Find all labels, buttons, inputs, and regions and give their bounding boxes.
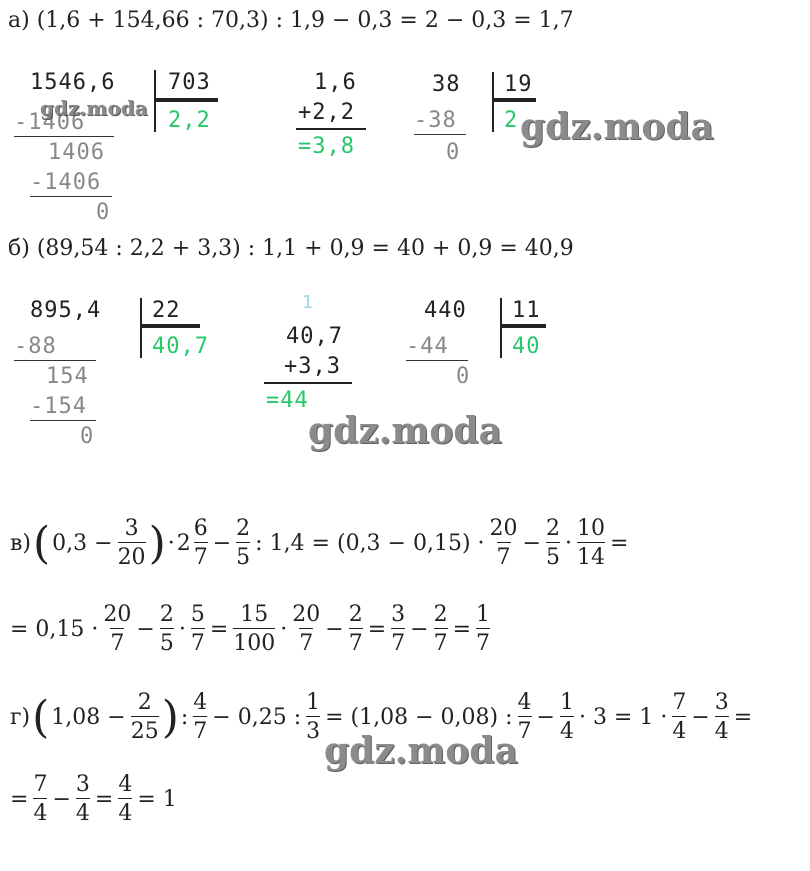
v-mixed-number: 2 $\frac{6}{7}$ bbox=[176, 516, 208, 570]
g-mid: − 0,25 : bbox=[212, 705, 302, 730]
b-div1-rem1: 154 bbox=[46, 364, 89, 389]
v2-frac-7: $\frac{3}{7}$ bbox=[391, 602, 406, 656]
v2-op: · bbox=[178, 617, 186, 642]
b-add-a: 40,7 bbox=[286, 324, 343, 349]
paren-close: ) bbox=[161, 691, 179, 743]
v2-frac-8: $\frac{2}{7}$ bbox=[433, 602, 448, 656]
v2-start: = 0,15 · bbox=[10, 617, 99, 642]
a-div1-rem1: 1406 bbox=[48, 140, 105, 165]
watermark-bottom: gdz.moda bbox=[324, 730, 518, 772]
b-add-result: =44 bbox=[266, 388, 309, 413]
b-add-line bbox=[264, 382, 352, 384]
a-div1-line1 bbox=[14, 136, 114, 137]
g-frac-1: $\frac{2}{25}$ bbox=[130, 690, 159, 744]
v-term: 0,3 − bbox=[52, 531, 113, 556]
part-a-header: а) (1,6 + 154,66 : 70,3) : 1,9 − 0,3 = 2 − 0,3 = 1,7 bbox=[8, 8, 574, 33]
v2-frac-3: $\frac{5}{7}$ bbox=[190, 602, 205, 656]
v2-frac-5: $\frac{20}{7}$ bbox=[292, 602, 321, 656]
part-b-header: б) (89,54 : 2,2 + 3,3) : 1,1 + 0,9 = 40 + 0,9 = 40,9 bbox=[8, 236, 574, 261]
part-g-label: г) bbox=[10, 705, 31, 730]
b-div1-vbar bbox=[140, 298, 142, 358]
a-div1-sub1: -1406 bbox=[14, 110, 86, 135]
watermark-small: gdz.moda bbox=[40, 96, 148, 120]
v-frac-1: $\frac{3}{20}$ bbox=[117, 516, 146, 570]
a-div1-hbar bbox=[156, 98, 218, 102]
v2-op: = bbox=[452, 617, 472, 642]
v-minus-2: − bbox=[522, 531, 541, 556]
g-frac-3: $\frac{1}{3}$ bbox=[306, 690, 321, 744]
g2-minus: − bbox=[52, 787, 71, 812]
v-dot-2: · bbox=[564, 531, 572, 556]
b-div1-sub1: -88 bbox=[14, 334, 57, 359]
g-frac-5: $\frac{1}{4}$ bbox=[559, 690, 574, 744]
a-div1-dividend: 1546,6 bbox=[30, 70, 116, 95]
b-div2-rem1: 0 bbox=[456, 364, 471, 389]
part-v-label: в) bbox=[10, 531, 31, 556]
b-div1-line2 bbox=[30, 420, 96, 421]
b-div2-hbar bbox=[502, 324, 546, 328]
v2-frac-9: $\frac{1}{7}$ bbox=[476, 602, 491, 656]
v2-frac-1: $\frac{20}{7}$ bbox=[103, 602, 132, 656]
a-div2-divisor: 19 bbox=[504, 72, 533, 97]
g-minus-2: − bbox=[691, 705, 710, 730]
a-div1-quotient: 2,2 bbox=[168, 108, 211, 133]
b-div1-line1 bbox=[14, 360, 96, 361]
b-div2-sub1: -44 bbox=[406, 334, 449, 359]
v-dot: · bbox=[167, 531, 175, 556]
g-frac-2: $\frac{4}{7}$ bbox=[193, 690, 208, 744]
v2-frac-4: $\frac{15}{100}$ bbox=[233, 602, 276, 656]
v-frac-4: $\frac{2}{5}$ bbox=[545, 516, 560, 570]
g2-eq: = bbox=[94, 787, 114, 812]
v2-op: = bbox=[209, 617, 229, 642]
v-rest: : 1,4 = (0,3 − 0,15) · bbox=[255, 531, 485, 556]
v2-op: = bbox=[367, 617, 387, 642]
a-div2-dividend: 38 bbox=[432, 72, 461, 97]
paren-open: ( bbox=[32, 517, 51, 569]
a-div1-sub2: -1406 bbox=[30, 170, 102, 195]
b-div1-quotient: 40,7 bbox=[152, 334, 209, 359]
v2-op: − bbox=[410, 617, 429, 642]
b-div2-vbar bbox=[500, 298, 502, 358]
g-term: 1,08 − bbox=[51, 705, 126, 730]
v2-frac-2: $\frac{2}{5}$ bbox=[159, 602, 174, 656]
g-tail: · 3 = 1 · bbox=[578, 705, 668, 730]
v-frac-2: $\frac{2}{5}$ bbox=[236, 516, 251, 570]
v2-op: − bbox=[325, 617, 344, 642]
g-eq: = bbox=[733, 705, 753, 730]
a-div2-quotient: 2 bbox=[504, 108, 519, 133]
v2-frac-6: $\frac{2}{7}$ bbox=[348, 602, 363, 656]
a-div1-rem2: 0 bbox=[96, 200, 111, 225]
g-frac-4: $\frac{4}{7}$ bbox=[517, 690, 532, 744]
a-add-a: 1,6 bbox=[314, 70, 357, 95]
g2-end: = 1 bbox=[137, 787, 177, 812]
a-div1-line2 bbox=[30, 196, 112, 197]
b-div1-rem2: 0 bbox=[80, 424, 95, 449]
b-add-carry: 1 bbox=[302, 292, 314, 313]
v-frac-3: $\frac{20}{7}$ bbox=[489, 516, 518, 570]
g-rest: = (1,08 − 0,08) : bbox=[325, 705, 513, 730]
b-div1-divisor: 22 bbox=[152, 298, 181, 323]
g-minus: − bbox=[536, 705, 555, 730]
v2-op: · bbox=[280, 617, 288, 642]
b-div2-line1 bbox=[406, 360, 468, 361]
a-add-b: +2,2 bbox=[298, 100, 355, 125]
part-v-line2 bbox=[8, 602, 493, 657]
part-v-line1 bbox=[8, 516, 630, 571]
g-frac-6: $\frac{7}{4}$ bbox=[672, 690, 687, 744]
b-div1-hbar bbox=[142, 324, 200, 328]
g2-frac-3: $\frac{4}{4}$ bbox=[118, 772, 133, 826]
v-minus: − bbox=[212, 531, 232, 556]
g-colon: : bbox=[180, 705, 189, 730]
a-div2-rem1: 0 bbox=[446, 140, 461, 165]
a-div2-vbar bbox=[492, 72, 494, 132]
paren-open: ( bbox=[32, 691, 50, 743]
g2-frac-1: $\frac{7}{4}$ bbox=[33, 772, 48, 826]
g2-start: = bbox=[10, 787, 29, 812]
v-eq: = bbox=[609, 531, 629, 556]
part-g-line2 bbox=[8, 772, 179, 827]
v-frac-5: $\frac{10}{14}$ bbox=[576, 516, 605, 570]
paren-close: ) bbox=[148, 517, 166, 569]
b-div1-dividend: 895,4 bbox=[30, 298, 102, 323]
a-add-result: =3,8 bbox=[298, 134, 355, 159]
b-div2-quotient: 40 bbox=[512, 334, 541, 359]
a-div2-hbar bbox=[494, 98, 536, 102]
a-div2-sub1: -38 bbox=[414, 108, 457, 133]
b-add-b: +3,3 bbox=[284, 354, 341, 379]
b-div1-sub2: -154 bbox=[30, 394, 87, 419]
a-add-line bbox=[296, 128, 366, 130]
g-frac-7: $\frac{3}{4}$ bbox=[714, 690, 729, 744]
watermark-middle: gdz.moda bbox=[308, 410, 502, 452]
watermark-top: gdz.moda bbox=[520, 106, 714, 148]
v2-op: − bbox=[136, 617, 155, 642]
a-div2-line1 bbox=[414, 134, 466, 135]
b-div2-divisor: 11 bbox=[512, 298, 541, 323]
g2-frac-2: $\frac{3}{4}$ bbox=[75, 772, 90, 826]
a-div1-divisor: 703 bbox=[168, 70, 211, 95]
b-div2-dividend: 440 bbox=[424, 298, 467, 323]
